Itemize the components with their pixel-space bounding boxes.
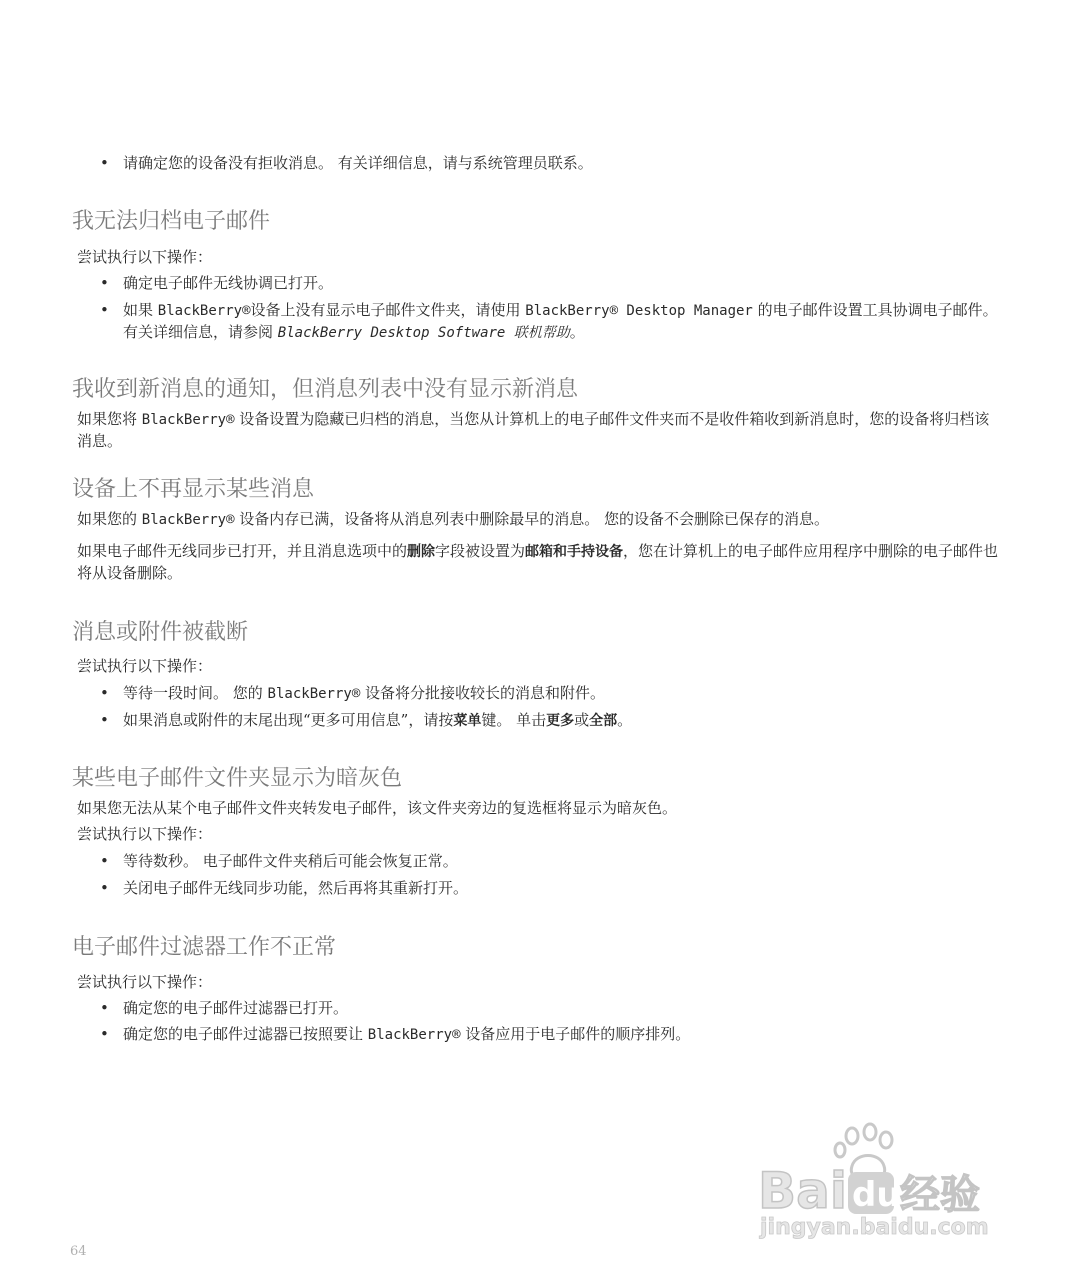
text-run: 如果消息或附件的末尾出现“更多可用信息”，请按 — [123, 711, 454, 729]
section-heading: 电子邮件过滤器工作不正常 — [72, 935, 337, 960]
text-run: 的电子邮件设置工具协调电子邮件。 有关详细信息，请参阅 — [123, 301, 998, 341]
list-item — [100, 273, 1000, 294]
page-number: 64 — [70, 1244, 87, 1259]
section-intro: 尝试执行以下操作： — [77, 248, 213, 266]
list-item — [100, 998, 1000, 1019]
paragraph — [77, 409, 1002, 452]
product-name: BlackBerry® — [141, 512, 235, 528]
list-item-text: 关闭电子邮件无线同步功能，然后再将其重新打开。 — [123, 879, 469, 897]
text-run: 设备将分批接收较长的消息和附件。 — [360, 684, 606, 702]
product-name: BlackBerry® Desktop Manager — [525, 303, 753, 319]
text-run: 如果 — [123, 301, 158, 319]
key-name: 菜单 — [453, 713, 482, 729]
paragraph — [77, 509, 1002, 531]
text-run: 如果您将 — [77, 410, 142, 428]
text-run: 。 — [569, 323, 585, 341]
text-run: 等待一段时间。 您的 — [123, 684, 268, 702]
watermark-jingyan-text: 经验 — [900, 1172, 980, 1218]
bullet: • — [100, 274, 109, 292]
bullet: • — [100, 684, 109, 702]
text-run: 如果电子邮件无线同步已打开，并且消息选项中的 — [77, 542, 408, 560]
watermark-du-text: du — [852, 1175, 901, 1215]
bullet: • — [100, 999, 109, 1017]
help-reference: BlackBerry Desktop Software 联机帮助 — [277, 325, 570, 341]
product-name: BlackBerry® — [141, 412, 235, 428]
text-run: 设备设置为隐藏已归档的消息，当您从计算机上的电子邮件文件夹而不是收件箱收到新消息时，您的设备将归档该消息。 — [77, 410, 990, 450]
text-run: 设备应用于电子邮件的顺序排列。 — [460, 1025, 691, 1043]
text-run: 设备上没有显示电子邮件文件夹，请使用 — [250, 301, 526, 319]
list-item-text — [123, 710, 1000, 732]
list-item-text: 确定您的电子邮件过滤器已打开。 — [123, 999, 349, 1017]
paragraph: 如果您无法从某个电子邮件文件夹转发电子邮件，该文件夹旁边的复选框将显示为暗灰色。 — [77, 799, 678, 817]
list-item — [100, 878, 1000, 899]
section-heading: 我收到新消息的通知，但消息列表中没有显示新消息 — [72, 377, 579, 402]
list-item — [100, 300, 1000, 344]
watermark-logo-text: Bai — [758, 1162, 847, 1220]
option-value: 邮箱和手持设备 — [525, 544, 624, 560]
list-item-text: 请确定您的设备没有拒收消息。 有关详细信息，请与系统管理员联系。 — [123, 154, 593, 172]
bullet: • — [100, 301, 109, 319]
product-name: BlackBerry® — [157, 303, 251, 319]
list-item — [100, 683, 1000, 705]
bullet: • — [100, 711, 109, 729]
section-intro: 尝试执行以下操作： — [77, 657, 213, 675]
menu-item-name: 更多 — [546, 713, 575, 729]
list-item — [100, 1024, 1000, 1046]
list-item — [100, 153, 1000, 174]
list-item-text: 确定电子邮件无线协调已打开。 — [123, 274, 334, 292]
list-item — [100, 851, 1000, 872]
section-intro: 尝试执行以下操作： — [77, 973, 213, 991]
list-item-text — [123, 683, 1000, 705]
text-run: 键。 单击 — [481, 711, 547, 729]
bullet: • — [100, 879, 109, 897]
text-run: 如果您的 — [77, 510, 142, 528]
bullet: • — [100, 154, 109, 172]
field-name: 删除 — [407, 544, 436, 560]
bullet: • — [100, 852, 109, 870]
watermark-url: jingyan.baidu.com — [760, 1215, 989, 1240]
section-heading: 设备上不再显示某些消息 — [72, 477, 315, 502]
product-name: BlackBerry® — [267, 686, 361, 702]
paragraph — [77, 541, 1002, 584]
text-run: 设备内存已满，设备将从消息列表中删除最早的消息。 您的设备不会删除已保存的消息。 — [234, 510, 830, 528]
product-name: BlackBerry® — [367, 1027, 461, 1043]
section-heading: 我无法归档电子邮件 — [72, 209, 271, 234]
menu-item-name: 全部 — [589, 713, 618, 729]
list-item-text: 等待数秒。 电子邮件文件夹稍后可能会恢复正常。 — [123, 852, 458, 870]
list-item — [100, 710, 1000, 732]
section-heading: 某些电子邮件文件夹显示为暗灰色 — [72, 766, 403, 791]
text-run: 确定您的电子邮件过滤器已按照要让 — [123, 1025, 368, 1043]
section-intro: 尝试执行以下操作： — [77, 825, 213, 843]
list-item-text — [123, 300, 1000, 344]
text-run: 字段被设置为 — [435, 542, 526, 560]
text-run: ，您在计算机上的电子邮件应用程序中删除的电子邮件也将从设备删除。 — [77, 542, 999, 582]
text-run: 。 — [617, 711, 633, 729]
text-run: 或 — [574, 711, 590, 729]
baidu-jingyan-watermark — [756, 1122, 1016, 1242]
list-item-text — [123, 1024, 1000, 1046]
bullet: • — [100, 1025, 109, 1043]
section-heading: 消息或附件被截断 — [72, 620, 249, 645]
